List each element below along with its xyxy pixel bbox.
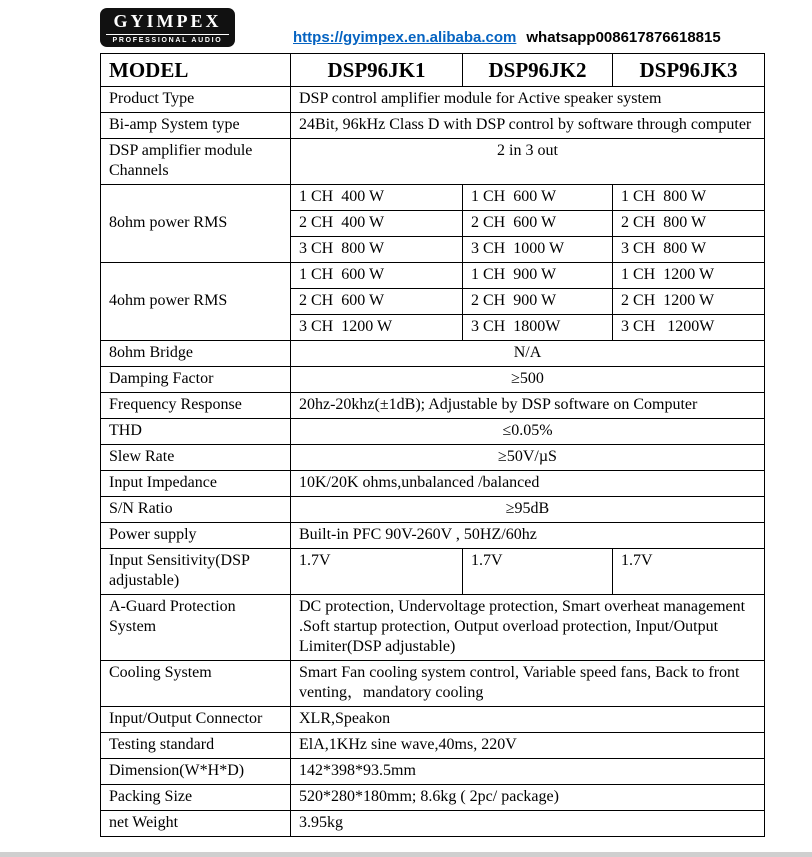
row-label: Frequency Response (101, 393, 291, 419)
row-label: Damping Factor (101, 367, 291, 393)
spec-cell: 1.7V (613, 549, 765, 595)
row-label: Testing standard (101, 733, 291, 759)
spec-cell: 3 CH 1800W (463, 315, 613, 341)
row-value: Smart Fan cooling system control, Variable speed fans, Back to front venting，mandatory cooling (291, 661, 765, 707)
spec-cell: 2 CH 900 W (463, 289, 613, 315)
spec-row (101, 87, 765, 113)
row-label: A-Guard Protection System (101, 595, 291, 661)
row-value: 142*398*93.5mm (291, 759, 765, 785)
row-value: 20hz-20khz(±1dB); Adjustable by DSP software on Computer (291, 393, 765, 419)
row-value: ≤0.05% (291, 419, 765, 445)
spec-row (101, 263, 765, 289)
spec-row (101, 707, 765, 733)
spec-cell: 2 CH 1200 W (613, 289, 765, 315)
store-link[interactable]: https://gyimpex.en.alibaba.com (293, 28, 517, 46)
row-label: Input/Output Connector (101, 707, 291, 733)
spec-cell: 1 CH 400 W (291, 185, 463, 211)
model-name-2: DSP96JK2 (463, 53, 613, 86)
row-label: 8ohm Bridge (101, 341, 291, 367)
spec-row (101, 419, 765, 445)
spec-cell: 1 CH 900 W (463, 263, 613, 289)
model-header-row (101, 53, 765, 86)
spec-row (101, 811, 765, 837)
model-name-3: DSP96JK3 (613, 53, 765, 86)
row-label: 8ohm power RMS (101, 185, 291, 263)
row-label: Packing Size (101, 785, 291, 811)
spec-row (101, 393, 765, 419)
row-label: S/N Ratio (101, 497, 291, 523)
spec-cell: 2 CH 400 W (291, 211, 463, 237)
spec-cell: 1 CH 600 W (463, 185, 613, 211)
spec-row (101, 139, 765, 185)
row-value: 24Bit, 96kHz Class D with DSP control by software through computer (291, 113, 765, 139)
spec-cell: 3 CH 1000 W (463, 237, 613, 263)
brand-name: GYIMPEX (113, 11, 222, 31)
row-value: DSP control amplifier module for Active speaker system (291, 87, 765, 113)
spec-table (100, 53, 765, 837)
brand-logo (100, 8, 235, 47)
spec-row (101, 185, 765, 211)
whatsapp-number: whatsapp008617876618815 (526, 28, 721, 46)
spec-row (101, 445, 765, 471)
row-label: THD (101, 419, 291, 445)
row-label: Bi-amp System type (101, 113, 291, 139)
spec-cell: 1.7V (463, 549, 613, 595)
row-label: DSP amplifier module Channels (101, 139, 291, 185)
page-header (0, 0, 812, 47)
spec-cell: 3 CH 1200 W (291, 315, 463, 341)
spec-row (101, 549, 765, 595)
spec-row (101, 595, 765, 661)
row-label: Slew Rate (101, 445, 291, 471)
row-label: net Weight (101, 811, 291, 837)
spec-row (101, 367, 765, 393)
row-value: 520*280*180mm; 8.6kg ( 2pc/ package) (291, 785, 765, 811)
spec-cell: 1.7V (291, 549, 463, 595)
row-label: Input Impedance (101, 471, 291, 497)
spec-row (101, 661, 765, 707)
spec-cell: 3 CH 800 W (291, 237, 463, 263)
spec-row (101, 341, 765, 367)
row-value: Built-in PFC 90V-260V , 50HZ/60hz (291, 523, 765, 549)
bottom-edge-strip (0, 852, 812, 857)
row-value: ≥50V/µS (291, 445, 765, 471)
spec-cell: 1 CH 800 W (613, 185, 765, 211)
row-label: Input Sensitivity(DSP adjustable) (101, 549, 291, 595)
row-value: ≥500 (291, 367, 765, 393)
spec-cell: 3 CH 800 W (613, 237, 765, 263)
spec-row (101, 523, 765, 549)
brand-tagline: PROFESSIONAL AUDIO (106, 34, 229, 44)
row-value: 3.95kg (291, 811, 765, 837)
spec-row (101, 471, 765, 497)
model-header-label: MODEL (101, 53, 291, 86)
spec-row (101, 785, 765, 811)
row-label: Power supply (101, 523, 291, 549)
row-value: ElA,1KHz sine wave,40ms, 220V (291, 733, 765, 759)
row-value: DC protection, Undervoltage protection, Smart overheat management .Soft startup protection, Output overload protection, Input/Output Limiter(DSP adjustable) (291, 595, 765, 661)
row-value: XLR,Speakon (291, 707, 765, 733)
spec-row (101, 759, 765, 785)
row-value: ≥95dB (291, 497, 765, 523)
spec-cell: 3 CH 1200W (613, 315, 765, 341)
row-value: 10K/20K ohms,unbalanced /balanced (291, 471, 765, 497)
row-label: Product Type (101, 87, 291, 113)
spec-cell: 1 CH 600 W (291, 263, 463, 289)
spec-cell: 1 CH 1200 W (613, 263, 765, 289)
contact-line (293, 29, 721, 47)
spec-cell: 2 CH 600 W (291, 289, 463, 315)
spec-cell: 2 CH 600 W (463, 211, 613, 237)
spec-cell: 2 CH 800 W (613, 211, 765, 237)
spec-table-body (101, 87, 765, 837)
spec-row (101, 733, 765, 759)
spec-row (101, 113, 765, 139)
row-label: Cooling System (101, 661, 291, 707)
row-label: 4ohm power RMS (101, 263, 291, 341)
row-value: N/A (291, 341, 765, 367)
row-value: 2 in 3 out (291, 139, 765, 185)
model-name-1: DSP96JK1 (291, 53, 463, 86)
row-label: Dimension(W*H*D) (101, 759, 291, 785)
spec-row (101, 497, 765, 523)
